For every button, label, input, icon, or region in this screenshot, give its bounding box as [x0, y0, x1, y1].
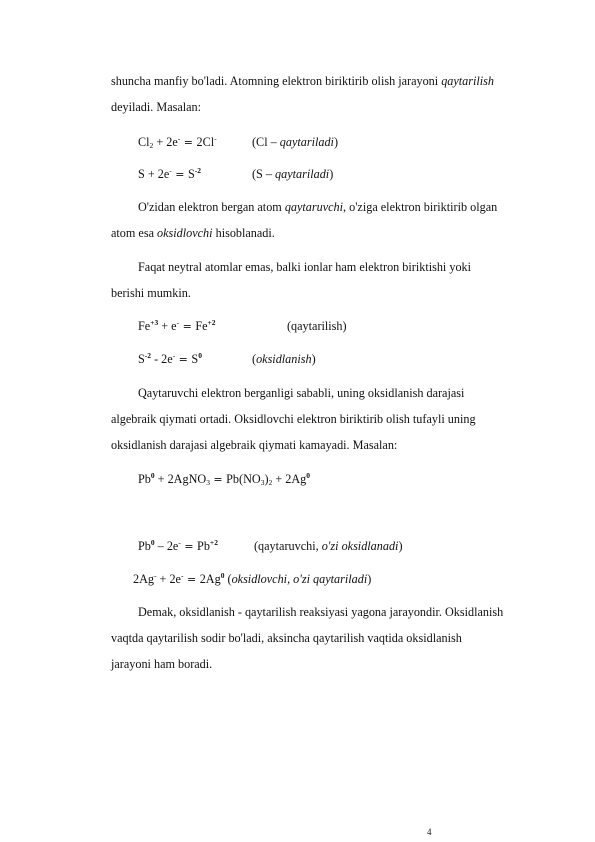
equation-note: [252, 351, 316, 367]
superscript: 0: [198, 351, 202, 360]
equation-line: [138, 166, 201, 183]
equation-line: [138, 351, 202, 368]
equation-line: [138, 134, 217, 151]
note-part: ): [367, 572, 372, 586]
note-part: (S –: [252, 167, 276, 181]
equation-note: [252, 166, 333, 182]
subscript: 2: [149, 141, 154, 150]
equals-sign: =: [180, 136, 197, 149]
formula-part: Pb: [197, 539, 210, 553]
equation-note: [252, 134, 338, 150]
text-line: berishi mumkin.: [111, 286, 191, 300]
superscript: -2: [144, 351, 152, 360]
note-part: ): [311, 352, 316, 366]
note-part: (: [252, 352, 257, 366]
formula-part: + 2e: [156, 572, 181, 586]
text-span: , o'ziga elektron biriktirib olgan: [343, 200, 498, 214]
text-line: [138, 199, 497, 215]
equation-line: [138, 471, 310, 488]
formula-part: 2Ag: [199, 572, 221, 586]
formula-part: S: [138, 352, 145, 366]
formula-part: + e: [158, 319, 177, 333]
note-part: ): [329, 167, 334, 181]
equals-sign: =: [175, 353, 192, 366]
text-line: Faqat neytral atomlar emas, balki ionlar ham elektron biriktishi yoki: [138, 260, 472, 274]
equals-sign: =: [179, 320, 196, 333]
formula-part: + 2e: [153, 135, 178, 149]
superscript: -: [178, 538, 181, 547]
equals-sign: =: [171, 168, 188, 181]
note-part: (qaytaruvchi,: [254, 539, 322, 553]
text-line: Qaytaruvchi elektron berganligi sababli, uning oksidlanish darajasi: [138, 386, 465, 400]
superscript: 0: [220, 571, 225, 580]
note-part: ): [398, 539, 403, 553]
formula-part: ): [264, 472, 269, 486]
superscript: -: [180, 571, 184, 580]
formula-part: S: [187, 167, 195, 181]
formula-part: 2Cl: [196, 135, 215, 149]
text-line: oksidlanish darajasi algebraik qiymati kamayadi. Masalan:: [111, 438, 398, 452]
equation-note: [254, 538, 403, 554]
text-line: vaqtda qaytarilish sodir bo'ladi, aksincha qaytarilish vaqtida oksidlanish: [111, 631, 462, 645]
text-line: algebraik qiymati ortadi. Oksidlovchi elektron biriktirib olish tufayli uning: [111, 412, 476, 426]
text-line: [111, 73, 494, 89]
equation-line: [133, 571, 371, 588]
subscript: 3: [206, 478, 210, 487]
text-span: O'zidan elektron bergan atom: [138, 200, 285, 214]
equals-sign: =: [180, 540, 198, 553]
subscript: 3: [260, 478, 265, 487]
term-italic: oksidlovchi: [157, 226, 213, 240]
note-part: (: [224, 572, 232, 586]
note-term: oksidlovchi, o'zi qaytariladi: [231, 572, 368, 586]
superscript: -: [214, 134, 217, 143]
superscript: +3: [150, 318, 159, 327]
note-term: qaytariladi: [279, 135, 334, 149]
superscript: 0: [306, 471, 310, 480]
superscript: +2: [207, 318, 216, 327]
text-line: jarayoni ham boradi.: [111, 657, 213, 671]
equation-line: [138, 538, 218, 555]
superscript: -: [154, 571, 157, 580]
superscript: -2: [194, 166, 201, 175]
superscript: -: [176, 318, 180, 327]
note-term: o'zi oksidlanadi: [321, 539, 399, 553]
page-number: 4: [427, 827, 432, 837]
formula-part: S + 2e: [138, 167, 170, 181]
superscript: -: [177, 134, 181, 143]
formula-part: Fe: [138, 319, 151, 333]
equation-line: [138, 318, 216, 335]
note-part: (Cl –: [252, 135, 280, 149]
formula-part: Pb: [138, 472, 151, 486]
equals-sign: =: [183, 573, 200, 586]
formula-part: Cl: [138, 135, 150, 149]
formula-part: + 2Ag: [272, 472, 307, 486]
formula-part: S: [191, 352, 199, 366]
superscript: -: [169, 166, 172, 175]
formula-part: Pb(NO: [226, 472, 261, 486]
equals-sign: =: [209, 473, 227, 486]
superscript: 0: [150, 538, 155, 547]
superscript: -: [172, 351, 176, 360]
term-italic: qaytarilish: [441, 74, 495, 88]
note-term: qaytariladi: [275, 167, 330, 181]
note-term: oksidlanish: [256, 352, 312, 366]
equation-note: (qaytarilish): [287, 319, 347, 333]
superscript: 0: [150, 471, 155, 480]
formula-part: – 2e: [154, 539, 179, 553]
formula-part: + 2AgNO: [154, 472, 207, 486]
text-span: atom esa: [111, 226, 158, 240]
term-italic: qaytaruvchi: [284, 200, 344, 214]
formula-part: Pb: [138, 539, 151, 553]
text-line: [111, 225, 275, 241]
subscript: 2: [268, 478, 273, 487]
note-part: ): [333, 135, 338, 149]
text-line: Demak, oksidlanish - qaytarilish reaksiyasi yagona jarayondir. Oksidlanish: [138, 605, 504, 619]
formula-part: Fe: [195, 319, 208, 333]
text-span: hisoblanadi.: [212, 226, 275, 240]
text-span: shuncha manfiy bo'ladi. Atomning elektron biriktirib olish jarayoni: [111, 74, 442, 88]
formula-part: - 2e: [151, 352, 173, 366]
formula-part: 2Ag: [133, 572, 154, 586]
superscript: +2: [209, 538, 218, 547]
text-line: deyiladi. Masalan:: [111, 100, 202, 114]
